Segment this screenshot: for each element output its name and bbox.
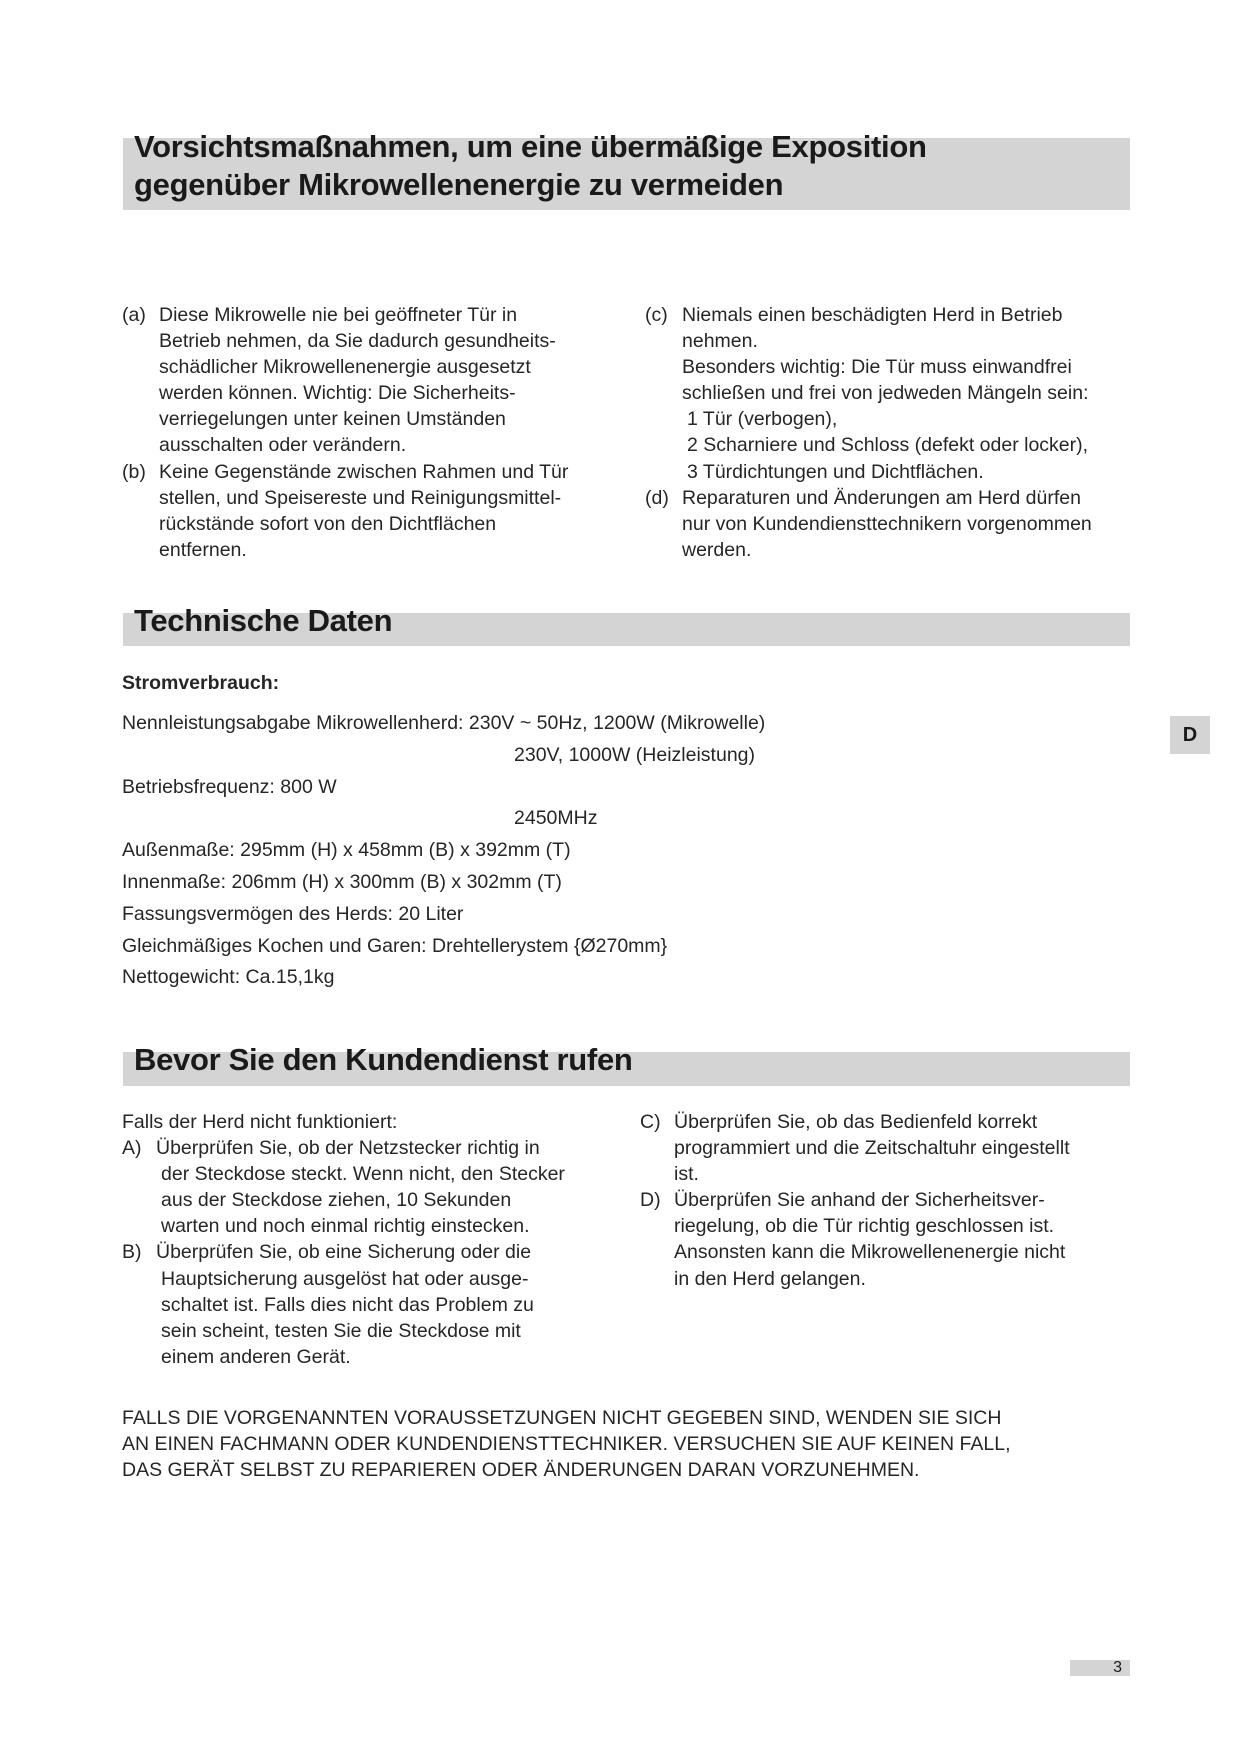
text-line: warten und noch einmal richtig einstecken.: [161, 1215, 530, 1238]
text-line: nur von Kundendiensttechnikern vorgenommen: [682, 512, 1092, 535]
item-label: (c): [645, 304, 668, 326]
warning-line: DAS GERÄT SELBST ZU REPARIEREN ODER ÄNDERUNGEN DARAN VORZUNEHMEN.: [122, 1459, 920, 1481]
troubleshoot-right-column: [640, 1109, 1160, 1292]
text-line: entfernen.: [159, 538, 247, 561]
spec-row: Innenmaße: 206mm (H) x 300mm (B) x 302mm (T): [122, 870, 562, 893]
warning-paragraph: [122, 1405, 1142, 1483]
text-line: Betrieb nehmen, da Sie dadurch gesundheits-: [159, 330, 556, 353]
text-line: Überprüfen Sie anhand der Sicherheitsver-: [674, 1189, 1045, 1212]
text-line: Ansonsten kann die Mikrowellenenergie nicht: [674, 1241, 1066, 1264]
item-label: (b): [122, 460, 146, 483]
troubleshoot-intro: Falls der Herd nicht funktioniert:: [122, 1111, 398, 1133]
power-consumption-title: Stromverbrauch:: [122, 672, 280, 694]
text-line: Überprüfen Sie, ob das Bedienfeld korrekt: [674, 1111, 1038, 1133]
text-line: programmiert und die Zeitschaltuhr eingestellt: [674, 1137, 1070, 1160]
spec-row: 230V, 1000W (Heizleistung): [514, 743, 755, 766]
text-line: Keine Gegenstände zwischen Rahmen und Tür: [159, 460, 569, 483]
text-line: Hauptsicherung ausgelöst hat oder ausge-: [161, 1267, 529, 1290]
sub-list-item: 2 Scharniere und Schloss (defekt oder locker),: [687, 434, 1089, 457]
item-label: C): [640, 1111, 661, 1133]
heading-text: Technische Daten: [134, 603, 393, 638]
text-line: ist.: [674, 1163, 699, 1186]
text-line: einem anderen Gerät.: [161, 1345, 351, 1368]
spec-row: 2450MHz: [514, 807, 598, 830]
heading-line-1: Vorsichtsmaßnahmen, um eine übermäßige Exposition: [134, 129, 927, 164]
troubleshoot-left-column: [122, 1109, 642, 1370]
item-label: D): [640, 1189, 661, 1212]
spec-row: Außenmaße: 295mm (H) x 458mm (B) x 392mm (T): [122, 839, 571, 862]
text-line: in den Herd gelangen.: [674, 1267, 866, 1290]
section-heading-before-service: [123, 1042, 1130, 1086]
troubleshoot-item-a: [122, 1135, 642, 1239]
text-line: werden können. Wichtig: Die Sicherheits-: [159, 382, 516, 405]
page-number: 3: [1070, 1660, 1130, 1676]
text-line: Überprüfen Sie, ob der Netzstecker richtig in: [156, 1137, 540, 1160]
text-line: Überprüfen Sie, ob eine Sicherung oder die: [156, 1241, 532, 1264]
troubleshoot-item-d: [640, 1187, 1160, 1291]
text-line: aus der Steckdose ziehen, 10 Sekunden: [161, 1189, 512, 1212]
text-line: verriegelungen unter keinen Umständen: [159, 408, 506, 431]
spec-row: Betriebsfrequenz: 800 W: [122, 775, 337, 798]
precaution-item-a: [122, 302, 642, 459]
text-line: schließen und frei von jedweden Mängeln sein:: [682, 382, 1089, 405]
language-tab: D: [1170, 716, 1210, 754]
text-line: werden.: [682, 538, 752, 561]
warning-line: FALLS DIE VORGENANNTEN VORAUSSETZUNGEN NICHT GEGEBEN SIND, WENDEN SIE SICH: [122, 1407, 1002, 1429]
spec-row: Nettogewicht: Ca.15,1kg: [122, 966, 335, 989]
sub-list-item: 1 Tür (verbogen),: [687, 408, 838, 431]
text-line: Reparaturen und Änderungen am Herd dürfen: [682, 486, 1081, 509]
text-line: Niemals einen beschädigten Herd in Betrieb: [682, 304, 1063, 326]
text-line: rückstände sofort von den Dichtflächen: [159, 512, 497, 535]
text-line: schädlicher Mikrowellenenergie ausgesetzt: [159, 356, 531, 379]
technical-specs: [122, 672, 1022, 998]
sub-list-item: 3 Türdichtungen und Dichtflächen.: [687, 460, 984, 483]
precaution-item-d: [645, 485, 1145, 563]
text-line: Diese Mikrowelle nie bei geöffneter Tür in: [159, 304, 518, 326]
troubleshoot-item-b: [122, 1239, 642, 1369]
spec-row: Fassungsvermögen des Herds: 20 Liter: [122, 902, 464, 925]
section-heading-technical-data: [123, 603, 1130, 646]
item-label: (d): [645, 486, 669, 509]
item-label: B): [122, 1241, 142, 1264]
item-label: (a): [122, 304, 146, 326]
section-heading-precautions: [123, 129, 1130, 210]
item-label: A): [122, 1137, 142, 1160]
precaution-item-c: [645, 302, 1145, 485]
text-line: riegelung, ob die Tür richtig geschlossen ist.: [674, 1215, 1055, 1238]
text-line: schaltet ist. Falls dies nicht das Problem zu: [161, 1293, 534, 1316]
heading-text: Bevor Sie den Kundendienst rufen: [134, 1042, 633, 1077]
spec-row: Nennleistungsabgabe Mikrowellenherd: 230V ~ 50Hz, 1200W (Mikrowelle): [122, 712, 766, 734]
precautions-left-column: [122, 302, 642, 563]
text-line: sein scheint, testen Sie die Steckdose mit: [161, 1319, 521, 1342]
text-line: der Steckdose steckt. Wenn nicht, den Stecker: [161, 1163, 565, 1186]
text-line: stellen, und Speisereste und Reinigungsmittel-: [159, 486, 562, 509]
troubleshoot-item-c: [640, 1109, 1160, 1187]
warning-line: AN EINEN FACHMANN ODER KUNDENDIENSTTECHNIKER. VERSUCHEN SIE AUF KEINEN FALL,: [122, 1433, 1011, 1455]
spec-row: Gleichmäßiges Kochen und Garen: Drehtellerystem {Ø270mm}: [122, 934, 668, 957]
precautions-right-column: [645, 302, 1145, 563]
precaution-item-b: [122, 459, 642, 563]
text-line: nehmen.: [682, 330, 758, 353]
heading-line-2: gegenüber Mikrowellenenergie zu vermeiden: [134, 167, 784, 202]
text-line: Besonders wichtig: Die Tür muss einwandfrei: [682, 356, 1072, 379]
text-line: ausschalten oder verändern.: [159, 434, 407, 457]
